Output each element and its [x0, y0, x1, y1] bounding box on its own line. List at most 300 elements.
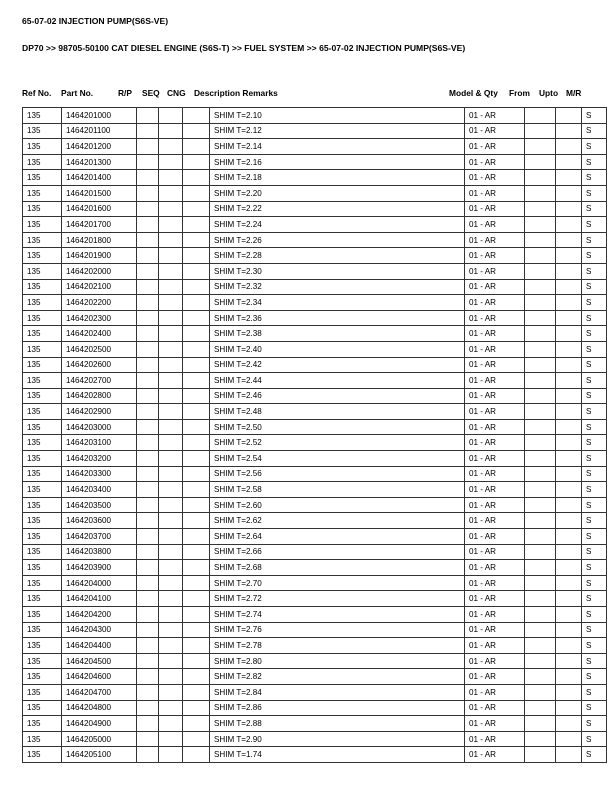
description-cell: SHIM T=2.54 [210, 451, 465, 467]
mr-cell: S [582, 326, 607, 342]
model-qty-cell: 01 - AR [465, 419, 525, 435]
mr-cell: S [582, 170, 607, 186]
model-qty-cell: 01 - AR [465, 123, 525, 139]
description-cell: SHIM T=2.50 [210, 419, 465, 435]
cng-cell [183, 357, 210, 373]
description-cell: SHIM T=2.20 [210, 185, 465, 201]
mr-cell: S [582, 357, 607, 373]
part-no-cell: 1464202200 [62, 295, 137, 311]
cng-cell [183, 310, 210, 326]
cng-cell [183, 669, 210, 685]
upto-cell [556, 170, 582, 186]
cng-cell [183, 513, 210, 529]
description-cell: SHIM T=2.46 [210, 388, 465, 404]
part-no-cell: 1464204800 [62, 700, 137, 716]
model-qty-cell: 01 - AR [465, 185, 525, 201]
upto-cell [556, 108, 582, 124]
cng-cell [183, 373, 210, 389]
mr-cell: S [582, 513, 607, 529]
part-no-cell: 1464201200 [62, 139, 137, 155]
ref-no-cell: 135 [23, 170, 62, 186]
part-no-cell: 1464202900 [62, 404, 137, 420]
model-qty-cell: 01 - AR [465, 279, 525, 295]
table-row [23, 731, 607, 747]
header-rp: R/P [118, 88, 132, 98]
seq-cell [159, 326, 183, 342]
part-no-cell: 1464203600 [62, 513, 137, 529]
model-qty-cell: 01 - AR [465, 388, 525, 404]
seq-cell [159, 544, 183, 560]
mr-cell: S [582, 669, 607, 685]
table-row [23, 326, 607, 342]
from-cell [525, 622, 556, 638]
seq-cell [159, 560, 183, 576]
ref-no-cell: 135 [23, 513, 62, 529]
model-qty-cell: 01 - AR [465, 607, 525, 623]
from-cell [525, 388, 556, 404]
mr-cell: S [582, 108, 607, 124]
table-row [23, 217, 607, 233]
from-cell [525, 201, 556, 217]
upto-cell [556, 373, 582, 389]
mr-cell: S [582, 622, 607, 638]
cng-cell [183, 419, 210, 435]
ref-no-cell: 135 [23, 201, 62, 217]
upto-cell [556, 295, 582, 311]
seq-cell [159, 201, 183, 217]
table-row [23, 607, 607, 623]
part-no-cell: 1464204100 [62, 591, 137, 607]
seq-cell [159, 185, 183, 201]
table-row [23, 638, 607, 654]
mr-cell: S [582, 295, 607, 311]
table-row [23, 419, 607, 435]
from-cell [525, 279, 556, 295]
rp-cell [137, 575, 159, 591]
model-qty-cell: 01 - AR [465, 684, 525, 700]
ref-no-cell: 135 [23, 607, 62, 623]
upto-cell [556, 326, 582, 342]
part-no-cell: 1464203300 [62, 466, 137, 482]
table-row [23, 185, 607, 201]
rp-cell [137, 591, 159, 607]
rp-cell [137, 653, 159, 669]
part-no-cell: 1464202600 [62, 357, 137, 373]
description-cell: SHIM T=2.18 [210, 170, 465, 186]
description-cell: SHIM T=2.38 [210, 326, 465, 342]
cng-cell [183, 326, 210, 342]
model-qty-cell: 01 - AR [465, 108, 525, 124]
model-qty-cell: 01 - AR [465, 170, 525, 186]
description-cell: SHIM T=2.82 [210, 669, 465, 685]
mr-cell: S [582, 419, 607, 435]
rp-cell [137, 497, 159, 513]
seq-cell [159, 497, 183, 513]
ref-no-cell: 135 [23, 529, 62, 545]
model-qty-cell: 01 - AR [465, 575, 525, 591]
part-no-cell: 1464201900 [62, 248, 137, 264]
part-no-cell: 1464202300 [62, 310, 137, 326]
ref-no-cell: 135 [23, 716, 62, 732]
from-cell [525, 653, 556, 669]
rp-cell [137, 388, 159, 404]
table-row [23, 279, 607, 295]
cng-cell [183, 684, 210, 700]
description-cell: SHIM T=2.44 [210, 373, 465, 389]
table-row [23, 544, 607, 560]
mr-cell: S [582, 716, 607, 732]
model-qty-cell: 01 - AR [465, 263, 525, 279]
upto-cell [556, 435, 582, 451]
mr-cell: S [582, 435, 607, 451]
upto-cell [556, 684, 582, 700]
page-title: 65-07-02 INJECTION PUMP(S6S-VE) [22, 16, 169, 26]
description-cell: SHIM T=2.62 [210, 513, 465, 529]
seq-cell [159, 466, 183, 482]
rp-cell [137, 185, 159, 201]
model-qty-cell: 01 - AR [465, 451, 525, 467]
header-upto: Upto [539, 88, 559, 98]
from-cell [525, 451, 556, 467]
ref-no-cell: 135 [23, 622, 62, 638]
upto-cell [556, 653, 582, 669]
part-no-cell: 1464204600 [62, 669, 137, 685]
description-cell: SHIM T=2.24 [210, 217, 465, 233]
upto-cell [556, 529, 582, 545]
cng-cell [183, 279, 210, 295]
upto-cell [556, 622, 582, 638]
description-cell: SHIM T=2.48 [210, 404, 465, 420]
cng-cell [183, 466, 210, 482]
description-cell: SHIM T=2.16 [210, 154, 465, 170]
cng-cell [183, 185, 210, 201]
rp-cell [137, 638, 159, 654]
seq-cell [159, 591, 183, 607]
description-cell: SHIM T=2.80 [210, 653, 465, 669]
ref-no-cell: 135 [23, 638, 62, 654]
from-cell [525, 263, 556, 279]
rp-cell [137, 544, 159, 560]
upto-cell [556, 700, 582, 716]
model-qty-cell: 01 - AR [465, 435, 525, 451]
ref-no-cell: 135 [23, 373, 62, 389]
cng-cell [183, 451, 210, 467]
seq-cell [159, 684, 183, 700]
from-cell [525, 123, 556, 139]
cng-cell [183, 139, 210, 155]
upto-cell [556, 591, 582, 607]
table-row [23, 560, 607, 576]
parts-table-body [23, 108, 607, 763]
part-no-cell: 1464203000 [62, 419, 137, 435]
seq-cell [159, 669, 183, 685]
from-cell [525, 419, 556, 435]
table-row [23, 310, 607, 326]
description-cell: SHIM T=2.14 [210, 139, 465, 155]
from-cell [525, 310, 556, 326]
cng-cell [183, 154, 210, 170]
table-row [23, 575, 607, 591]
description-cell: SHIM T=2.58 [210, 482, 465, 498]
from-cell [525, 326, 556, 342]
cng-cell [183, 123, 210, 139]
cng-cell [183, 638, 210, 654]
cng-cell [183, 716, 210, 732]
table-row [23, 653, 607, 669]
ref-no-cell: 135 [23, 404, 62, 420]
model-qty-cell: 01 - AR [465, 653, 525, 669]
upto-cell [556, 154, 582, 170]
mr-cell: S [582, 653, 607, 669]
rp-cell [137, 607, 159, 623]
rp-cell [137, 731, 159, 747]
cng-cell [183, 700, 210, 716]
description-cell: SHIM T=2.64 [210, 529, 465, 545]
upto-cell [556, 310, 582, 326]
model-qty-cell: 01 - AR [465, 622, 525, 638]
upto-cell [556, 482, 582, 498]
part-no-cell: 1464204400 [62, 638, 137, 654]
description-cell: SHIM T=2.52 [210, 435, 465, 451]
seq-cell [159, 170, 183, 186]
description-cell: SHIM T=2.78 [210, 638, 465, 654]
header-seq: SEQ [142, 88, 160, 98]
from-cell [525, 154, 556, 170]
description-cell: SHIM T=2.66 [210, 544, 465, 560]
breadcrumb: DP70 >> 98705-50100 CAT DIESEL ENGINE (S6S-T) >> FUEL SYSTEM >> 65-07-02 INJECTION PUMP(S6S-VE) [22, 43, 466, 53]
part-no-cell: 1464201000 [62, 108, 137, 124]
rp-cell [137, 139, 159, 155]
rp-cell [137, 123, 159, 139]
upto-cell [556, 513, 582, 529]
mr-cell: S [582, 607, 607, 623]
from-cell [525, 716, 556, 732]
cng-cell [183, 341, 210, 357]
seq-cell [159, 123, 183, 139]
mr-cell: S [582, 466, 607, 482]
seq-cell [159, 357, 183, 373]
from-cell [525, 139, 556, 155]
table-row [23, 451, 607, 467]
description-cell: SHIM T=2.22 [210, 201, 465, 217]
ref-no-cell: 135 [23, 560, 62, 576]
seq-cell [159, 279, 183, 295]
part-no-cell: 1464201700 [62, 217, 137, 233]
part-no-cell: 1464205100 [62, 747, 137, 763]
table-row [23, 248, 607, 264]
description-cell: SHIM T=2.32 [210, 279, 465, 295]
mr-cell: S [582, 263, 607, 279]
header-mr: M/R [566, 88, 582, 98]
seq-cell [159, 108, 183, 124]
mr-cell: S [582, 201, 607, 217]
cng-cell [183, 482, 210, 498]
model-qty-cell: 01 - AR [465, 201, 525, 217]
cng-cell [183, 529, 210, 545]
description-cell: SHIM T=2.86 [210, 700, 465, 716]
seq-cell [159, 575, 183, 591]
part-no-cell: 1464204500 [62, 653, 137, 669]
seq-cell [159, 653, 183, 669]
rp-cell [137, 373, 159, 389]
part-no-cell: 1464203500 [62, 497, 137, 513]
mr-cell: S [582, 310, 607, 326]
from-cell [525, 669, 556, 685]
mr-cell: S [582, 279, 607, 295]
header-cng: CNG [167, 88, 186, 98]
model-qty-cell: 01 - AR [465, 638, 525, 654]
ref-no-cell: 135 [23, 139, 62, 155]
seq-cell [159, 232, 183, 248]
table-row [23, 123, 607, 139]
rp-cell [137, 217, 159, 233]
model-qty-cell: 01 - AR [465, 669, 525, 685]
ref-no-cell: 135 [23, 217, 62, 233]
table-row [23, 295, 607, 311]
table-row [23, 435, 607, 451]
upto-cell [556, 248, 582, 264]
model-qty-cell: 01 - AR [465, 154, 525, 170]
table-row [23, 591, 607, 607]
cng-cell [183, 544, 210, 560]
mr-cell: S [582, 451, 607, 467]
part-no-cell: 1464201500 [62, 185, 137, 201]
cng-cell [183, 108, 210, 124]
mr-cell: S [582, 185, 607, 201]
table-row [23, 700, 607, 716]
description-cell: SHIM T=2.88 [210, 716, 465, 732]
ref-no-cell: 135 [23, 357, 62, 373]
ref-no-cell: 135 [23, 669, 62, 685]
table-row [23, 716, 607, 732]
from-cell [525, 217, 556, 233]
part-no-cell: 1464201600 [62, 201, 137, 217]
from-cell [525, 684, 556, 700]
ref-no-cell: 135 [23, 279, 62, 295]
part-no-cell: 1464201800 [62, 232, 137, 248]
rp-cell [137, 201, 159, 217]
mr-cell: S [582, 404, 607, 420]
table-row [23, 154, 607, 170]
rp-cell [137, 529, 159, 545]
from-cell [525, 731, 556, 747]
description-cell: SHIM T=2.74 [210, 607, 465, 623]
rp-cell [137, 700, 159, 716]
upto-cell [556, 201, 582, 217]
ref-no-cell: 135 [23, 154, 62, 170]
from-cell [525, 248, 556, 264]
description-cell: SHIM T=2.68 [210, 560, 465, 576]
mr-cell: S [582, 482, 607, 498]
rp-cell [137, 513, 159, 529]
rp-cell [137, 108, 159, 124]
from-cell [525, 700, 556, 716]
seq-cell [159, 435, 183, 451]
model-qty-cell: 01 - AR [465, 560, 525, 576]
model-qty-cell: 01 - AR [465, 310, 525, 326]
part-no-cell: 1464202500 [62, 341, 137, 357]
ref-no-cell: 135 [23, 232, 62, 248]
header-ref-no: Ref No. [22, 88, 52, 98]
upto-cell [556, 451, 582, 467]
description-cell: SHIM T=2.42 [210, 357, 465, 373]
from-cell [525, 638, 556, 654]
ref-no-cell: 135 [23, 747, 62, 763]
cng-cell [183, 575, 210, 591]
seq-cell [159, 217, 183, 233]
ref-no-cell: 135 [23, 684, 62, 700]
part-no-cell: 1464203700 [62, 529, 137, 545]
seq-cell [159, 529, 183, 545]
mr-cell: S [582, 684, 607, 700]
cng-cell [183, 248, 210, 264]
from-cell [525, 295, 556, 311]
seq-cell [159, 310, 183, 326]
upto-cell [556, 419, 582, 435]
table-row [23, 388, 607, 404]
table-row [23, 622, 607, 638]
part-no-cell: 1464201100 [62, 123, 137, 139]
ref-no-cell: 135 [23, 341, 62, 357]
rp-cell [137, 747, 159, 763]
from-cell [525, 482, 556, 498]
ref-no-cell: 135 [23, 451, 62, 467]
upto-cell [556, 341, 582, 357]
model-qty-cell: 01 - AR [465, 716, 525, 732]
from-cell [525, 373, 556, 389]
mr-cell: S [582, 373, 607, 389]
from-cell [525, 607, 556, 623]
from-cell [525, 560, 556, 576]
mr-cell: S [582, 638, 607, 654]
mr-cell: S [582, 341, 607, 357]
rp-cell [137, 341, 159, 357]
seq-cell [159, 747, 183, 763]
cng-cell [183, 217, 210, 233]
ref-no-cell: 135 [23, 700, 62, 716]
cng-cell [183, 263, 210, 279]
table-row [23, 170, 607, 186]
table-row [23, 404, 607, 420]
part-no-cell: 1464202100 [62, 279, 137, 295]
rp-cell [137, 279, 159, 295]
from-cell [525, 466, 556, 482]
part-no-cell: 1464204200 [62, 607, 137, 623]
description-cell: SHIM T=2.70 [210, 575, 465, 591]
upto-cell [556, 279, 582, 295]
upto-cell [556, 497, 582, 513]
upto-cell [556, 575, 582, 591]
model-qty-cell: 01 - AR [465, 591, 525, 607]
upto-cell [556, 560, 582, 576]
cng-cell [183, 404, 210, 420]
table-row [23, 108, 607, 124]
part-no-cell: 1464203100 [62, 435, 137, 451]
table-row [23, 357, 607, 373]
table-row [23, 497, 607, 513]
model-qty-cell: 01 - AR [465, 466, 525, 482]
seq-cell [159, 607, 183, 623]
seq-cell [159, 622, 183, 638]
description-cell: SHIM T=2.72 [210, 591, 465, 607]
table-row [23, 669, 607, 685]
cng-cell [183, 591, 210, 607]
upto-cell [556, 139, 582, 155]
part-no-cell: 1464204300 [62, 622, 137, 638]
cng-cell [183, 435, 210, 451]
ref-no-cell: 135 [23, 466, 62, 482]
seq-cell [159, 388, 183, 404]
